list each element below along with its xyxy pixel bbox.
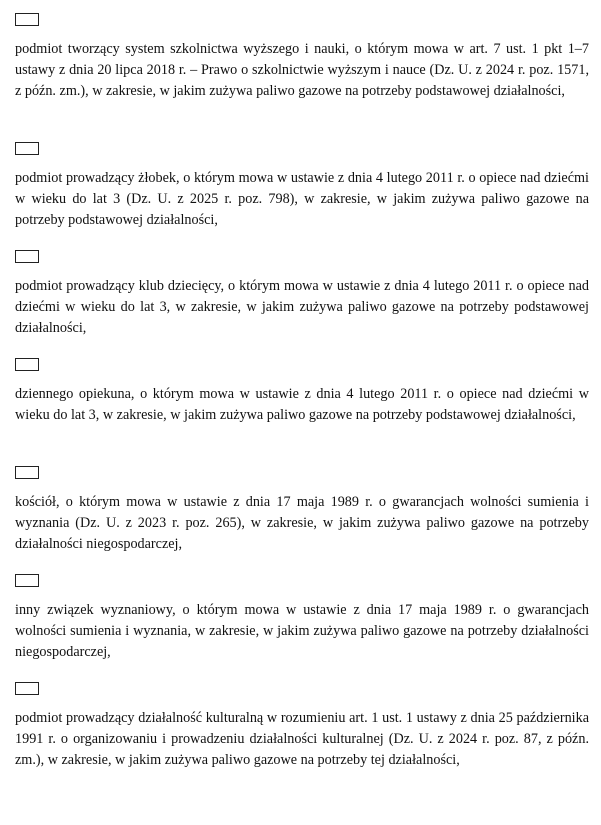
option-checkbox[interactable]	[15, 574, 39, 587]
option-text: podmiot tworzący system szkolnictwa wyższego i nauki, o którym mowa w art. 7 ust. 1 pkt 1–7 ustawy z dnia 20 lipca 2018 r. – Prawo o szkolnictwie wyższym i nauce (Dz. U. z 2024 r. poz. 1571, z późn. zm.), w zakresie, w jakim zużywa paliwo gazowe na potrzeby podstawowej działalności,	[15, 41, 589, 99]
option-higher-education-entity	[15, 13, 589, 102]
option-nursery-operator	[15, 142, 589, 231]
option-cultural-activity-entity	[15, 682, 589, 771]
option-checkbox[interactable]	[15, 466, 39, 479]
option-day-carer	[15, 358, 589, 426]
option-checkbox[interactable]	[15, 13, 39, 26]
option-checkbox[interactable]	[15, 250, 39, 263]
option-checkbox[interactable]	[15, 358, 39, 371]
option-church	[15, 466, 589, 555]
option-childrens-club-operator	[15, 250, 589, 339]
option-text: podmiot prowadzący żłobek, o którym mowa w ustawie z dnia 4 lutego 2011 r. o opiece nad dziećmi w wieku do lat 3 (Dz. U. z 2025 r. poz. 798), w zakresie, w jakim zużywa paliwo gazowe na potrzeby podstawowej działalności,	[15, 170, 589, 228]
option-checkbox[interactable]	[15, 142, 39, 155]
option-text: podmiot prowadzący klub dziecięcy, o którym mowa w ustawie z dnia 4 lutego 2011 r. o opiece nad dziećmi w wieku do lat 3, w zakresie, w jakim zużywa paliwo gazowe na potrzeby podstawowej działalności,	[15, 278, 589, 336]
option-checkbox[interactable]	[15, 682, 39, 695]
option-text: podmiot prowadzący działalność kulturalną w rozumieniu art. 1 ust. 1 ustawy z dnia 25 października 1991 r. o organizowaniu i prowadzeniu działalności kulturalnej (Dz. U. z 2024 r. poz. 87, z późn. zm.), w zakresie, w jakim zużywa paliwo gazowe na potrzeby tej działalności,	[15, 710, 589, 768]
option-text: kościół, o którym mowa w ustawie z dnia 17 maja 1989 r. o gwarancjach wolności sumienia i wyznania (Dz. U. z 2023 r. poz. 265), w zakresie, w jakim zużywa paliwo gazowe na potrzeby działalności niegospodarczej,	[15, 494, 589, 552]
option-religious-association	[15, 574, 589, 663]
option-text: inny związek wyznaniowy, o którym mowa w ustawie z dnia 17 maja 1989 r. o gwarancjach wolności sumienia i wyznania, w zakresie, w jakim zużywa paliwo gazowe na potrzeby działalności niegospodarczej,	[15, 602, 589, 660]
option-text: dziennego opiekuna, o którym mowa w ustawie z dnia 4 lutego 2011 r. o opiece nad dziećmi w wieku do lat 3, w zakresie, w jakim zużywa paliwo gazowe na potrzeby podstawowej działalności,	[15, 386, 589, 423]
